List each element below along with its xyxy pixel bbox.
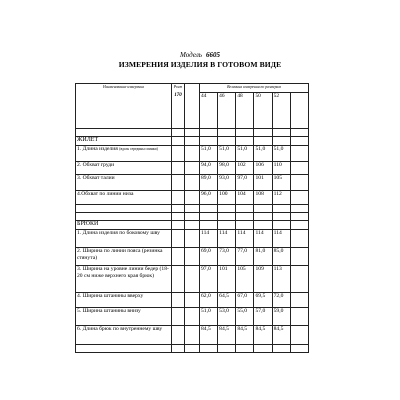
blank-cell [185, 213, 200, 221]
blank-cell [172, 221, 185, 230]
value-cell: 84,5 [236, 326, 254, 345]
measurement-name: 4. Ширина штанины вверху [77, 293, 144, 299]
measurement-label [76, 162, 172, 175]
value-cell: 62,0 [200, 293, 218, 308]
value-cell: 51,0 [236, 146, 254, 162]
value-cell: 77,0 [236, 248, 254, 266]
blank-cell [254, 129, 272, 137]
value-cell: 81,0 [254, 248, 272, 266]
blank-cell [290, 205, 308, 213]
blank-cell [218, 213, 236, 221]
blank-cell [172, 213, 185, 221]
value-cell: 57,0 [254, 308, 272, 326]
blank-cell [185, 175, 200, 191]
value-cell: 114 [254, 230, 272, 248]
blank-cell [185, 146, 200, 162]
value-cell: 73,0 [218, 248, 236, 266]
blank-cell [290, 162, 308, 175]
blank-cell [172, 345, 185, 353]
blank-cell [185, 205, 200, 213]
blank-cell [218, 205, 236, 213]
blank-cell [200, 205, 218, 213]
measurement-label [76, 175, 172, 191]
measurement-label [76, 308, 172, 326]
growth-cell [172, 191, 185, 205]
value-cell: 55,0 [236, 308, 254, 326]
value-cell: 72,0 [272, 293, 290, 308]
blank-cell [236, 205, 254, 213]
size-44: 44 [200, 93, 218, 129]
blank-cell [272, 137, 290, 146]
blank-cell [290, 191, 308, 205]
header-growth-label: Рост [173, 85, 183, 89]
blank-cell [185, 191, 200, 205]
value-cell: 51,0 [200, 308, 218, 326]
blank-cell [185, 248, 200, 266]
value-cell: 114 [272, 230, 290, 248]
header-name: Наименование измерения [76, 84, 172, 129]
blank-cell [200, 137, 218, 146]
value-cell: 112 [272, 191, 290, 205]
measurement-label [76, 293, 172, 308]
table-row [76, 230, 309, 248]
size-blank [290, 93, 308, 129]
growth-cell [172, 162, 185, 175]
header-blank [185, 84, 200, 129]
measurement-name: 2. Ширина по линии пояса (резинка стянута) [77, 248, 163, 261]
blank-row [76, 129, 309, 137]
measurement-label [76, 230, 172, 248]
value-cell: 51,0 [254, 146, 272, 162]
page-title: ИЗМЕРЕНИЯ ИЗДЕЛИЯ В ГОТОВОМ ВИДЕ [118, 60, 282, 69]
table-row [76, 293, 309, 308]
value-cell: 84,5 [218, 326, 236, 345]
value-cell: 108 [254, 191, 272, 205]
blank-cell [272, 221, 290, 230]
blank-cell [185, 345, 200, 353]
measurement-name: 4.Обхват по линии низа [77, 191, 134, 197]
blank-cell [185, 137, 200, 146]
blank-cell [290, 230, 308, 248]
measurement-name: 1. Длина изделия [77, 146, 118, 152]
blank-cell [290, 266, 308, 293]
section-trousers: БРЮКИ [76, 221, 172, 230]
value-cell: 105 [272, 175, 290, 191]
blank-cell [290, 221, 308, 230]
blank-cell [290, 146, 308, 162]
value-cell: 51,0 [200, 146, 218, 162]
value-cell: 84,5 [200, 326, 218, 345]
table-row [76, 146, 309, 162]
blank-cell [185, 129, 200, 137]
measurement-label [76, 146, 172, 162]
measurement-note: (вдоль середины спинки) [119, 147, 158, 151]
measurement-label [76, 248, 172, 266]
model-number: 6605 [205, 51, 220, 59]
blank-cell [185, 266, 200, 293]
value-cell: 67,0 [236, 293, 254, 308]
measurement-label [76, 326, 172, 345]
value-cell: 93,0 [218, 175, 236, 191]
value-cell: 101 [218, 266, 236, 293]
blank-cell [76, 345, 172, 353]
blank-cell [236, 137, 254, 146]
growth-cell [172, 230, 185, 248]
table-row [76, 162, 309, 175]
value-cell: 97,0 [236, 175, 254, 191]
growth-cell [172, 248, 185, 266]
value-cell: 53,0 [218, 308, 236, 326]
blank-cell [185, 293, 200, 308]
measurement-label [76, 191, 172, 205]
blank-row [76, 345, 309, 353]
blank-cell [290, 248, 308, 266]
blank-row [76, 205, 309, 213]
table-row [76, 248, 309, 266]
blank-cell [218, 137, 236, 146]
table-row [76, 191, 309, 205]
size-48: 48 [236, 93, 254, 129]
blank-cell [236, 221, 254, 230]
blank-cell [185, 326, 200, 345]
value-cell: 114 [218, 230, 236, 248]
value-cell: 100 [218, 191, 236, 205]
value-cell: 105 [236, 266, 254, 293]
title-block [0, 51, 400, 70]
growth-cell [172, 146, 185, 162]
blank-cell [200, 345, 218, 353]
section-vest: ЖИЛЕТ [76, 137, 172, 146]
blank-cell [290, 129, 308, 137]
model-label: Модель [180, 51, 202, 59]
section-trousers-row [76, 221, 309, 230]
header-values-label: Величина измерения по размерам [200, 84, 309, 93]
growth-cell [172, 266, 185, 293]
blank-cell [272, 129, 290, 137]
blank-cell [290, 345, 308, 353]
blank-cell [172, 205, 185, 213]
table-row [76, 326, 309, 345]
value-cell: 101 [254, 175, 272, 191]
value-cell: 69,5 [254, 293, 272, 308]
model-line [0, 51, 400, 60]
value-cell: 114 [200, 230, 218, 248]
table-row [76, 308, 309, 326]
blank-cell [218, 221, 236, 230]
blank-cell [254, 213, 272, 221]
blank-cell [290, 326, 308, 345]
blank-cell [254, 345, 272, 353]
value-cell: 110 [272, 162, 290, 175]
blank-cell [200, 129, 218, 137]
value-cell: 64,5 [218, 293, 236, 308]
growth-cell [172, 175, 185, 191]
measurement-name: 3. Ширина на уровне линии бедер (18-20 см ниже верхнего края брюк) [77, 266, 169, 279]
size-46: 46 [218, 93, 236, 129]
value-cell: 96,0 [200, 191, 218, 205]
blank-cell [236, 129, 254, 137]
value-cell: 113 [272, 266, 290, 293]
blank-cell [200, 221, 218, 230]
table-row [76, 175, 309, 191]
growth-cell [172, 326, 185, 345]
size-50: 50 [254, 93, 272, 129]
blank-cell [290, 213, 308, 221]
value-cell: 89,0 [200, 175, 218, 191]
growth-cell [172, 293, 185, 308]
blank-cell [290, 137, 308, 146]
value-cell: 94,0 [200, 162, 218, 175]
section-vest-row [76, 137, 309, 146]
measurement-name: 1. Длина изделия по боковому шву [77, 230, 160, 236]
table-row [76, 266, 309, 293]
measurement-name: 5. Ширина штанины внизу [77, 308, 141, 314]
blank-cell [272, 213, 290, 221]
value-cell: 114 [236, 230, 254, 248]
blank-cell [76, 129, 172, 137]
blank-cell [254, 221, 272, 230]
blank-cell [76, 213, 172, 221]
blank-cell [254, 137, 272, 146]
value-cell: 109 [254, 266, 272, 293]
blank-cell [218, 345, 236, 353]
blank-row [76, 213, 309, 221]
measurement-name: 2. Обхват груди [77, 162, 115, 168]
blank-cell [200, 213, 218, 221]
blank-cell [272, 345, 290, 353]
value-cell: 84,5 [272, 326, 290, 345]
measurement-name: 3. Обхват талии [77, 175, 115, 181]
blank-cell [254, 205, 272, 213]
blank-cell [290, 293, 308, 308]
size-52: 52 [272, 93, 290, 129]
blank-cell [218, 129, 236, 137]
value-cell: 69,0 [200, 248, 218, 266]
measurement-name: 6. Длина брюк по внутреннему шву [77, 326, 163, 332]
value-cell: 51,0 [272, 146, 290, 162]
value-cell: 98,0 [218, 162, 236, 175]
value-cell: 102 [236, 162, 254, 175]
measurement-table [75, 83, 309, 353]
value-cell: 104 [236, 191, 254, 205]
blank-cell [272, 205, 290, 213]
blank-cell [185, 162, 200, 175]
blank-cell [290, 175, 308, 191]
blank-cell [185, 308, 200, 326]
value-cell: 97,0 [200, 266, 218, 293]
value-cell: 59,0 [272, 308, 290, 326]
blank-cell [172, 137, 185, 146]
blank-cell [236, 345, 254, 353]
header-growth [172, 84, 185, 129]
growth-cell [172, 308, 185, 326]
blank-cell [185, 221, 200, 230]
header-growth-value: 170 [174, 92, 182, 98]
blank-cell [76, 205, 172, 213]
blank-cell [172, 129, 185, 137]
value-cell: 106 [254, 162, 272, 175]
value-cell: 84,5 [254, 326, 272, 345]
blank-cell [185, 230, 200, 248]
blank-cell [236, 213, 254, 221]
value-cell: 51,0 [218, 146, 236, 162]
measurement-label [76, 266, 172, 293]
blank-cell [290, 308, 308, 326]
value-cell: 85,0 [272, 248, 290, 266]
